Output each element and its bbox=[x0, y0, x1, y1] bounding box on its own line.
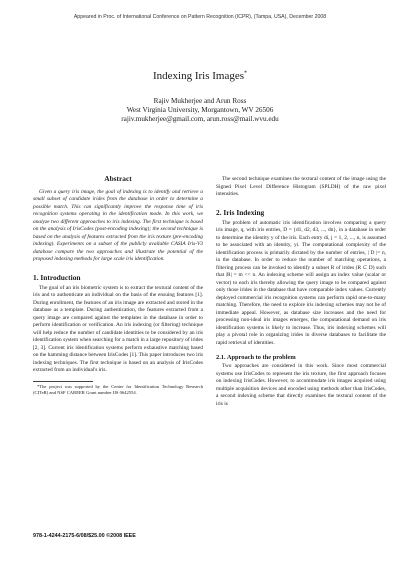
right-column bbox=[216, 176, 386, 408]
right-column-intro: The second technique examines the textural content of the image using the Signed Pixel Level Difference Histogram (SPLDH) of the raw pixel intensities. bbox=[216, 176, 386, 197]
footnote-rule bbox=[33, 381, 93, 382]
author-emails: rajiv.mukherjee@gmail.com, arun.ross@mail.wvu.edu bbox=[121, 115, 279, 123]
author-names: Rajiv Mukherjee and Arun Ross bbox=[153, 97, 247, 105]
section-2-1-body: Two approaches are considered in this work. Since most commercial systems use IrisCodes to represent the iris texture, the first approach focuses on indexing IrisCodes. However, to accommodate iris images acquired using multiple acquisition devices and encoded using methods other than IrisCodes, a second indexing scheme that directly examines the textural content of the iris is bbox=[216, 363, 386, 407]
footnote: *The project was supported by the Center for Identification Technology Research (CITeR) and NSF CAREER Grant number IIS 0642554. bbox=[33, 383, 203, 395]
section-2-1-heading: 2.1. Approach to the problem bbox=[216, 354, 296, 361]
section-2-heading: 2. Iris Indexing bbox=[216, 207, 265, 217]
section-1-heading: 1. Introduction bbox=[33, 272, 81, 282]
left-column bbox=[33, 175, 203, 396]
conference-note: Appeared in Proc. of International Conference on Pattern Recognition (ICPR), (Tampa, USA), December 2008 bbox=[73, 14, 327, 20]
abstract-heading: Abstract bbox=[104, 174, 132, 183]
author-block bbox=[0, 97, 400, 124]
title-footnote-mark: * bbox=[244, 70, 248, 77]
section-2-body: The problem of automatic iris identification involves comparing a query iris image, q, with iris entries, D = {d1, d2, d3, ..., dn}, in a database in order to determine the identity y of the iris. Each entry di, j = 1, 2, ..., n, is assumed to be associated with an identity, yi. The computational complexity of the identification process is primarily dictated by the number of entries, | D |= n, in the database. In order to reduce the number of matching operations, a filtering process can be invoked to identify a subset R of irides (R ⊂ D) such that |R| = m << n. An indexing scheme will assign an index value (scalar or vector) to each iris thereby allowing the query image to be compared against only those irides in the database that have comparable index values. Currently deployed commercial iris recognition systems can perform rapid one-to-many matching. Therefore, the need to explore iris indexing schemes may not be of immediate appeal. However, as database size increases and the need for processing non-ideal iris images emerges, the computational demand on iris identification systems is likely to increase. Thus, iris indexing schemes will play a pivotal role in organizing irides in diverse databases to facilitate the rapid retrieval of identities. bbox=[216, 219, 386, 346]
copyright-footer: 978-1-4244-2175-6/08/$25.00 ©2008 IEEE bbox=[33, 533, 136, 539]
affiliation: West Virginia University, Morgantown, WV 26506 bbox=[126, 106, 274, 114]
abstract-text: Given a query iris image, the goal of indexing is to identify and retrieve a small subset of candidate irides from the database in order to determine a possible match. This can significantly improve the response time of iris recognition systems operating in the identification mode. In this work, we analyze two different approaches to iris indexing. The first technique is based on the analysis of IrisCodes (post-encoding indexing); the second technique is based on the analysis of features extracted from the iris texture (pre-encoding indexing). Experiments on a subset of the publicly available CASIA Iris-V3 database compare the two approaches and illustrate the potential of the proposed indexing methods for large scale iris identification. bbox=[33, 188, 203, 262]
title-text: Indexing Iris Images bbox=[152, 70, 245, 82]
paper-title bbox=[0, 70, 400, 82]
section-1-body: The goal of an iris biometric system is to extract the textural content of the iris and to authenticate an individual on the basis of the ensuing features [1]. During enrollment, the features of an iris image are extracted and stored in the database as a template. During authentication, the features extracted from a query image are compared against the templates in the database in order to perform identification or verification. An iris indexing (or filtering) technique will help reduce the number of candidate identities to be considered by an iris identification system when searching for a match in a large repository of irides [2, 3]. Current iris identification systems perform exhaustive matching based on the hamming distance between IrisCodes [1]. This paper introduces two iris indexing techniques. The first technique is based on an analysis of IrisCodes extracted from an individual's iris. bbox=[33, 284, 203, 373]
